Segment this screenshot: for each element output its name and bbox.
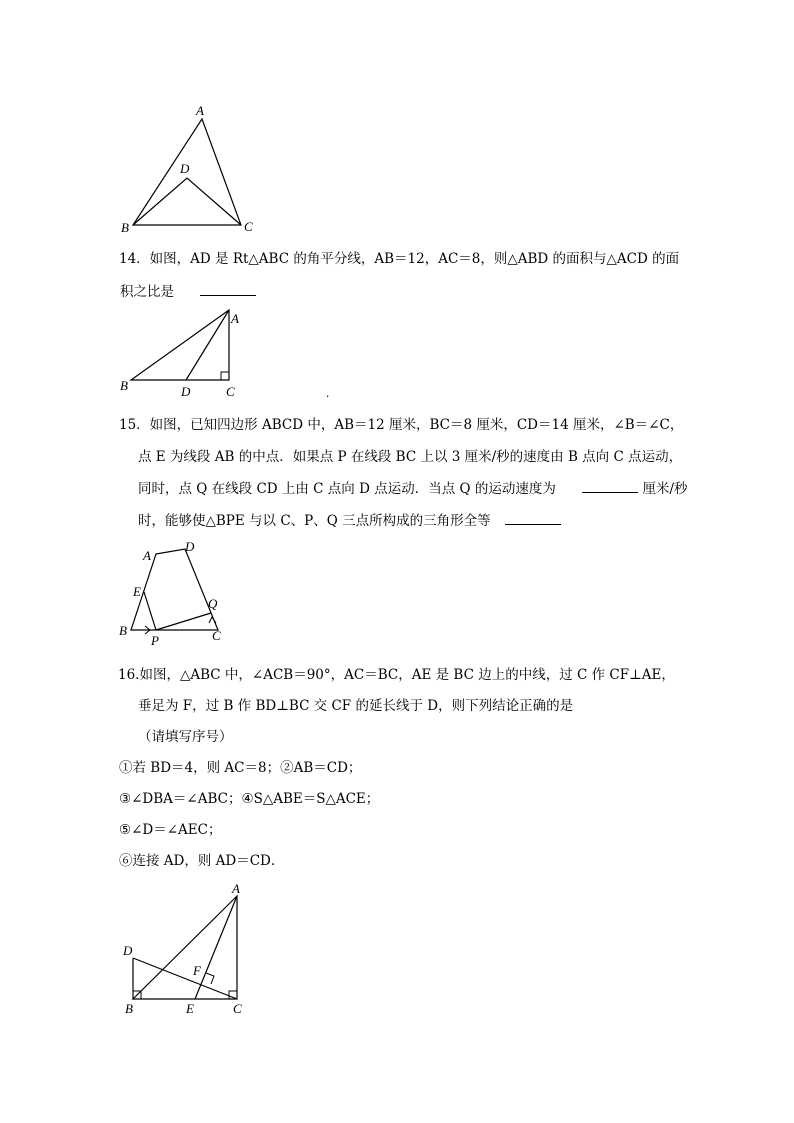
q16-option-6: ⑥连接 AD，则 AD＝CD．: [119, 853, 285, 869]
q16-option-3-4: ③∠DBA＝∠ABC；④S△ABE＝S△ACE；: [119, 791, 380, 807]
q15-line1: 15．如图，已知四边形 ABCD 中，AB＝12 厘米，BC＝8 厘米，CD＝14 厘米，∠B＝∠C，: [119, 417, 684, 433]
q15-line3-unit: 厘米/秒: [642, 481, 688, 497]
right-angle-mark-c: [221, 372, 229, 380]
label-b: B: [125, 1001, 133, 1016]
label-d: D: [123, 943, 133, 958]
q15-speed-blank[interactable]: [582, 479, 638, 493]
triangle-abc: [133, 896, 237, 999]
q16-line1: 16.如图，△ABC 中，∠ACB＝90°，AC＝BC，AE 是 BC 边上的中线，过 C 作 CF⊥AE，: [118, 667, 675, 683]
segment-ep: [144, 592, 156, 630]
q16-line2: 垂足为 F，过 B 作 BD⊥BC 交 CF 的延长线于 D，则下列结论正确的是: [138, 698, 574, 714]
label-a: A: [231, 311, 239, 326]
segments-bd-dc: [133, 178, 241, 225]
segment-ae: [195, 896, 237, 999]
label-b: B: [121, 220, 129, 235]
label-c: C: [212, 628, 221, 643]
figure-triangle-abc-d: [0, 0, 794, 240]
label-d: D: [185, 539, 195, 554]
label-b: B: [119, 623, 127, 638]
label-a: A: [143, 548, 151, 563]
label-p: P: [151, 633, 159, 648]
q15-line2: 点 E 为线段 AB 的中点．如果点 P 在线段 BC 上以 3 厘米/秒的速度由 B 点向 C 点运动，: [138, 449, 683, 465]
label-d: D: [181, 384, 191, 399]
label-a: A: [232, 881, 240, 896]
label-f: F: [193, 963, 201, 978]
label-e: E: [186, 1001, 194, 1016]
q14-line1: 14．如图，AD 是 Rt△ABC 的角平分线，AB＝12，AC＝8，则△ABD 的面积与△ACD 的面: [119, 251, 680, 267]
label-a: A: [196, 103, 204, 118]
q16-option-1-2: ①若 BD＝4，则 AC＝8；②AB＝CD；: [119, 760, 362, 776]
segment-pq: [156, 613, 211, 630]
q16-option-5: ⑤∠D＝∠AEC；: [119, 822, 222, 838]
label-c: C: [233, 1001, 242, 1016]
label-c: C: [226, 384, 235, 399]
q14-answer-blank[interactable]: [200, 282, 256, 296]
label-e: E: [133, 584, 141, 599]
label-c: C: [244, 219, 253, 234]
figure-q16: [0, 880, 794, 1020]
segment-ad: [186, 310, 229, 380]
trailing-dot: .: [326, 385, 330, 400]
segment-dc: [133, 958, 237, 999]
label-d: D: [180, 161, 190, 176]
figure-q14-right-triangle: [0, 300, 794, 405]
arrow-c-to-q: [209, 617, 216, 623]
label-q: Q: [208, 596, 218, 611]
q15-line3: [138, 479, 688, 498]
triangle-abc-right: [131, 310, 229, 380]
q15-line3-text: 同时，点 Q 在线段 CD 上由 C 点向 D 点运动．当点 Q 的运动速度为: [138, 481, 556, 497]
q15-line4-text: 时，能够使△BPE 与以 C、P、Q 三点所构成的三角形全等: [138, 513, 491, 529]
q15-line4: [138, 511, 561, 530]
figure-q15-quadrilateral: [0, 535, 794, 650]
right-angle-mark-f: [206, 973, 214, 984]
q15-answer-blank[interactable]: [505, 511, 561, 525]
q14-line2: [120, 282, 256, 301]
label-b: B: [120, 378, 128, 393]
q14-line2-text: 积之比是: [120, 284, 174, 300]
q16-line3: （请填写序号）: [138, 729, 233, 745]
